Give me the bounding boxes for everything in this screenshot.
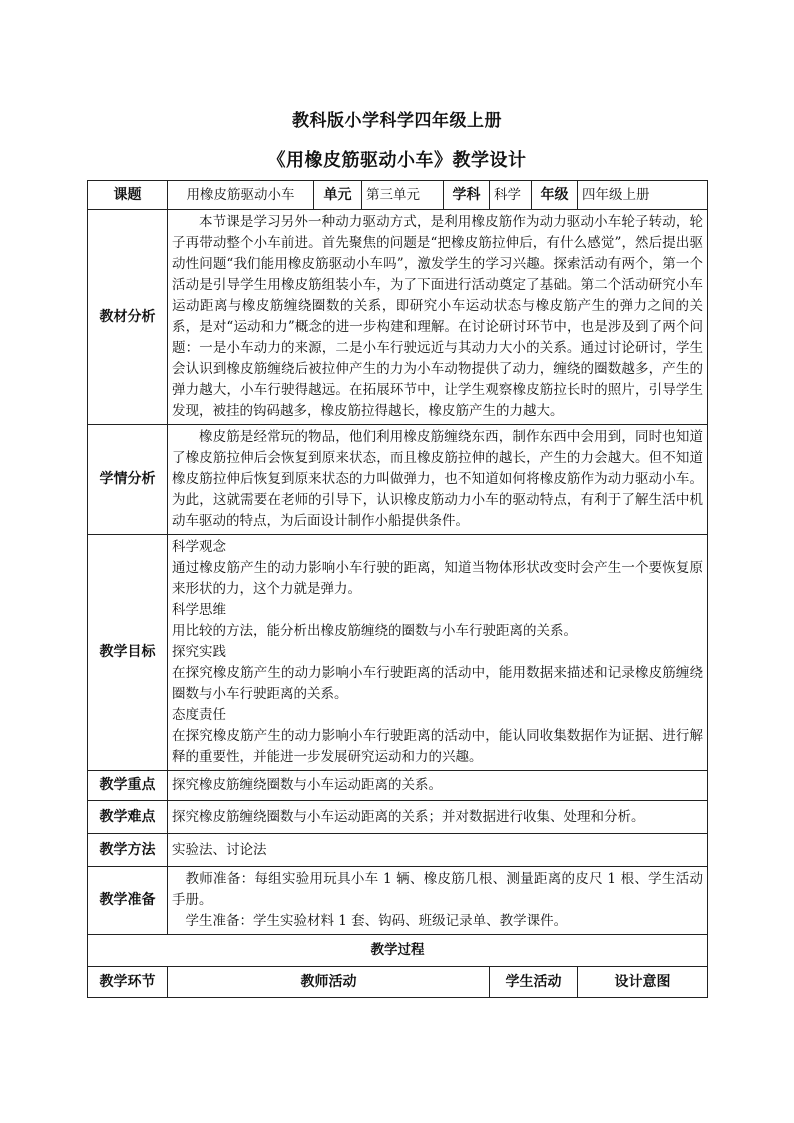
preparation-label: 教学准备 <box>88 867 168 935</box>
document-subtitle: 《用橡皮筋驱动小车》教学设计 <box>267 150 527 171</box>
teacher-preparation: 教师准备：每组实验用玩具小车 1 辆、橡皮筋几根、测量距离的皮尺 1 根、学生活动手册。 <box>172 871 703 908</box>
grade-label: 年级 <box>532 181 578 210</box>
attitude-text: 在探究橡皮筋产生的动力影响小车行驶距离的活动中，能认同收集数据作为证据、进行解释的重要性，并能进一步发展研究运动和力的兴趣。 <box>172 728 703 765</box>
process-title-row <box>88 935 708 967</box>
difficulty-label: 教学难点 <box>88 801 168 834</box>
method-label: 教学方法 <box>88 834 168 867</box>
difficulty-row <box>88 801 708 834</box>
topic-value: 用橡皮筋驱动小车 <box>168 181 314 210</box>
process-header-row <box>88 967 708 998</box>
col-intent-header: 设计意图 <box>578 967 708 998</box>
material-analysis-text: 本节课是学习另外一种动力驱动方式，是利用橡皮筋作为动力驱动小车轮子转动，轮子再带动整个小车前进。首先聚焦的问题是“把橡皮筋拉伸后，有什么感觉”，然后提出驱动性问题“我们能用橡皮筋驱动小车吗”，激发学生的学习兴趣。探索活动有两个，第一个活动是引导学生用橡皮筋组装小车，为了下面进行活动奠定了基础。第二个活动研究小车运动距离与橡皮筋缠绕圈数的关系，即研究小车运动状态与橡皮筋产生的弹力之间的关系，是对“运动和力”概念的进一步构建和理解。在讨论研讨环节中，也是涉及到了两个问题：一是小车动力的来源，二是小车行驶远近与其动力大小的关系。通过讨论研讨，学生会认识到橡皮筋缠绕后被拉伸产生的力为小车动物提供了动力，缠绕的圈数越多，产生的弹力越大，小车行驶得越远。在拓展环节中，让学生观察橡皮筋拉长时的照片，引导学生发现，被挂的钩码越多，橡皮筋拉得越长，橡皮筋产生的力越大。 <box>172 214 703 419</box>
unit-value: 第三单元 <box>362 181 444 210</box>
method-row <box>88 834 708 867</box>
key-point-text: 探究橡皮筋缠绕圈数与小车运动距离的关系。 <box>168 771 708 801</box>
col-teacher-header: 教师活动 <box>168 967 490 998</box>
learner-analysis-text: 橡皮筋是经常玩的物品，他们利用橡皮筋缠绕东西，制作东西中会用到，同时也知道了橡皮筋拉伸后会恢复到原来状态，而且橡皮筋拉伸的越长，产生的力会越大。但不知道橡皮筋拉伸后恢复到原来状态的力叫做弹力，也不知道如何将橡皮筋作为动力驱动小车。为此，这就需要在老师的引导下，认识橡皮筋动力小车的驱动特点，有利于了解生活中机动车驱动的特点，为后面设计制作小船提供条件。 <box>172 429 703 529</box>
key-point-row <box>88 771 708 801</box>
practice-text: 在探究橡皮筋产生的动力影响小车行驶距离的活动中，能用数据来描述和记录橡皮筋缠绕圈数与小车行驶距离的关系。 <box>172 665 703 702</box>
objectives-label: 教学目标 <box>88 535 168 771</box>
preparation-row <box>88 867 708 935</box>
key-point-label: 教学重点 <box>88 771 168 801</box>
lesson-plan-table <box>87 180 708 998</box>
col-student-header: 学生活动 <box>490 967 578 998</box>
unit-label: 单元 <box>314 181 362 210</box>
process-title: 教学过程 <box>88 935 708 967</box>
grade-value: 四年级上册 <box>578 181 708 210</box>
material-analysis-row <box>88 210 708 425</box>
difficulty-text: 探究橡皮筋缠绕圈数与小车运动距离的关系；并对数据进行收集、处理和分析。 <box>168 801 708 834</box>
learner-analysis-row <box>88 425 708 535</box>
attitude-title: 态度责任 <box>172 707 226 723</box>
thinking-text: 用比较的方法，能分析出橡皮筋缠绕的圈数与小车行驶距离的关系。 <box>172 623 577 639</box>
learner-analysis-label: 学情分析 <box>88 425 168 535</box>
student-preparation: 学生准备：学生实验材料 1 套、钩码、班级记录单、教学课件。 <box>185 913 568 929</box>
subject-label: 学科 <box>444 181 490 210</box>
thinking-title: 科学思维 <box>172 602 226 618</box>
practice-title: 探究实践 <box>172 644 226 660</box>
concept-title: 科学观念 <box>172 539 226 555</box>
col-stage-header: 教学环节 <box>88 967 168 998</box>
info-row <box>88 181 708 210</box>
material-analysis-label: 教材分析 <box>88 210 168 425</box>
subject-value: 科学 <box>490 181 532 210</box>
concept-text: 通过橡皮筋产生的动力影响小车行驶的距离，知道当物体形状改变时会产生一个要恢复原来形状的力，这个力就是弹力。 <box>172 560 703 597</box>
method-text: 实验法、讨论法 <box>168 834 708 867</box>
objectives-row <box>88 535 708 771</box>
topic-label: 课题 <box>88 181 168 210</box>
document-title: 教科版小学科学四年级上册 <box>292 111 502 131</box>
